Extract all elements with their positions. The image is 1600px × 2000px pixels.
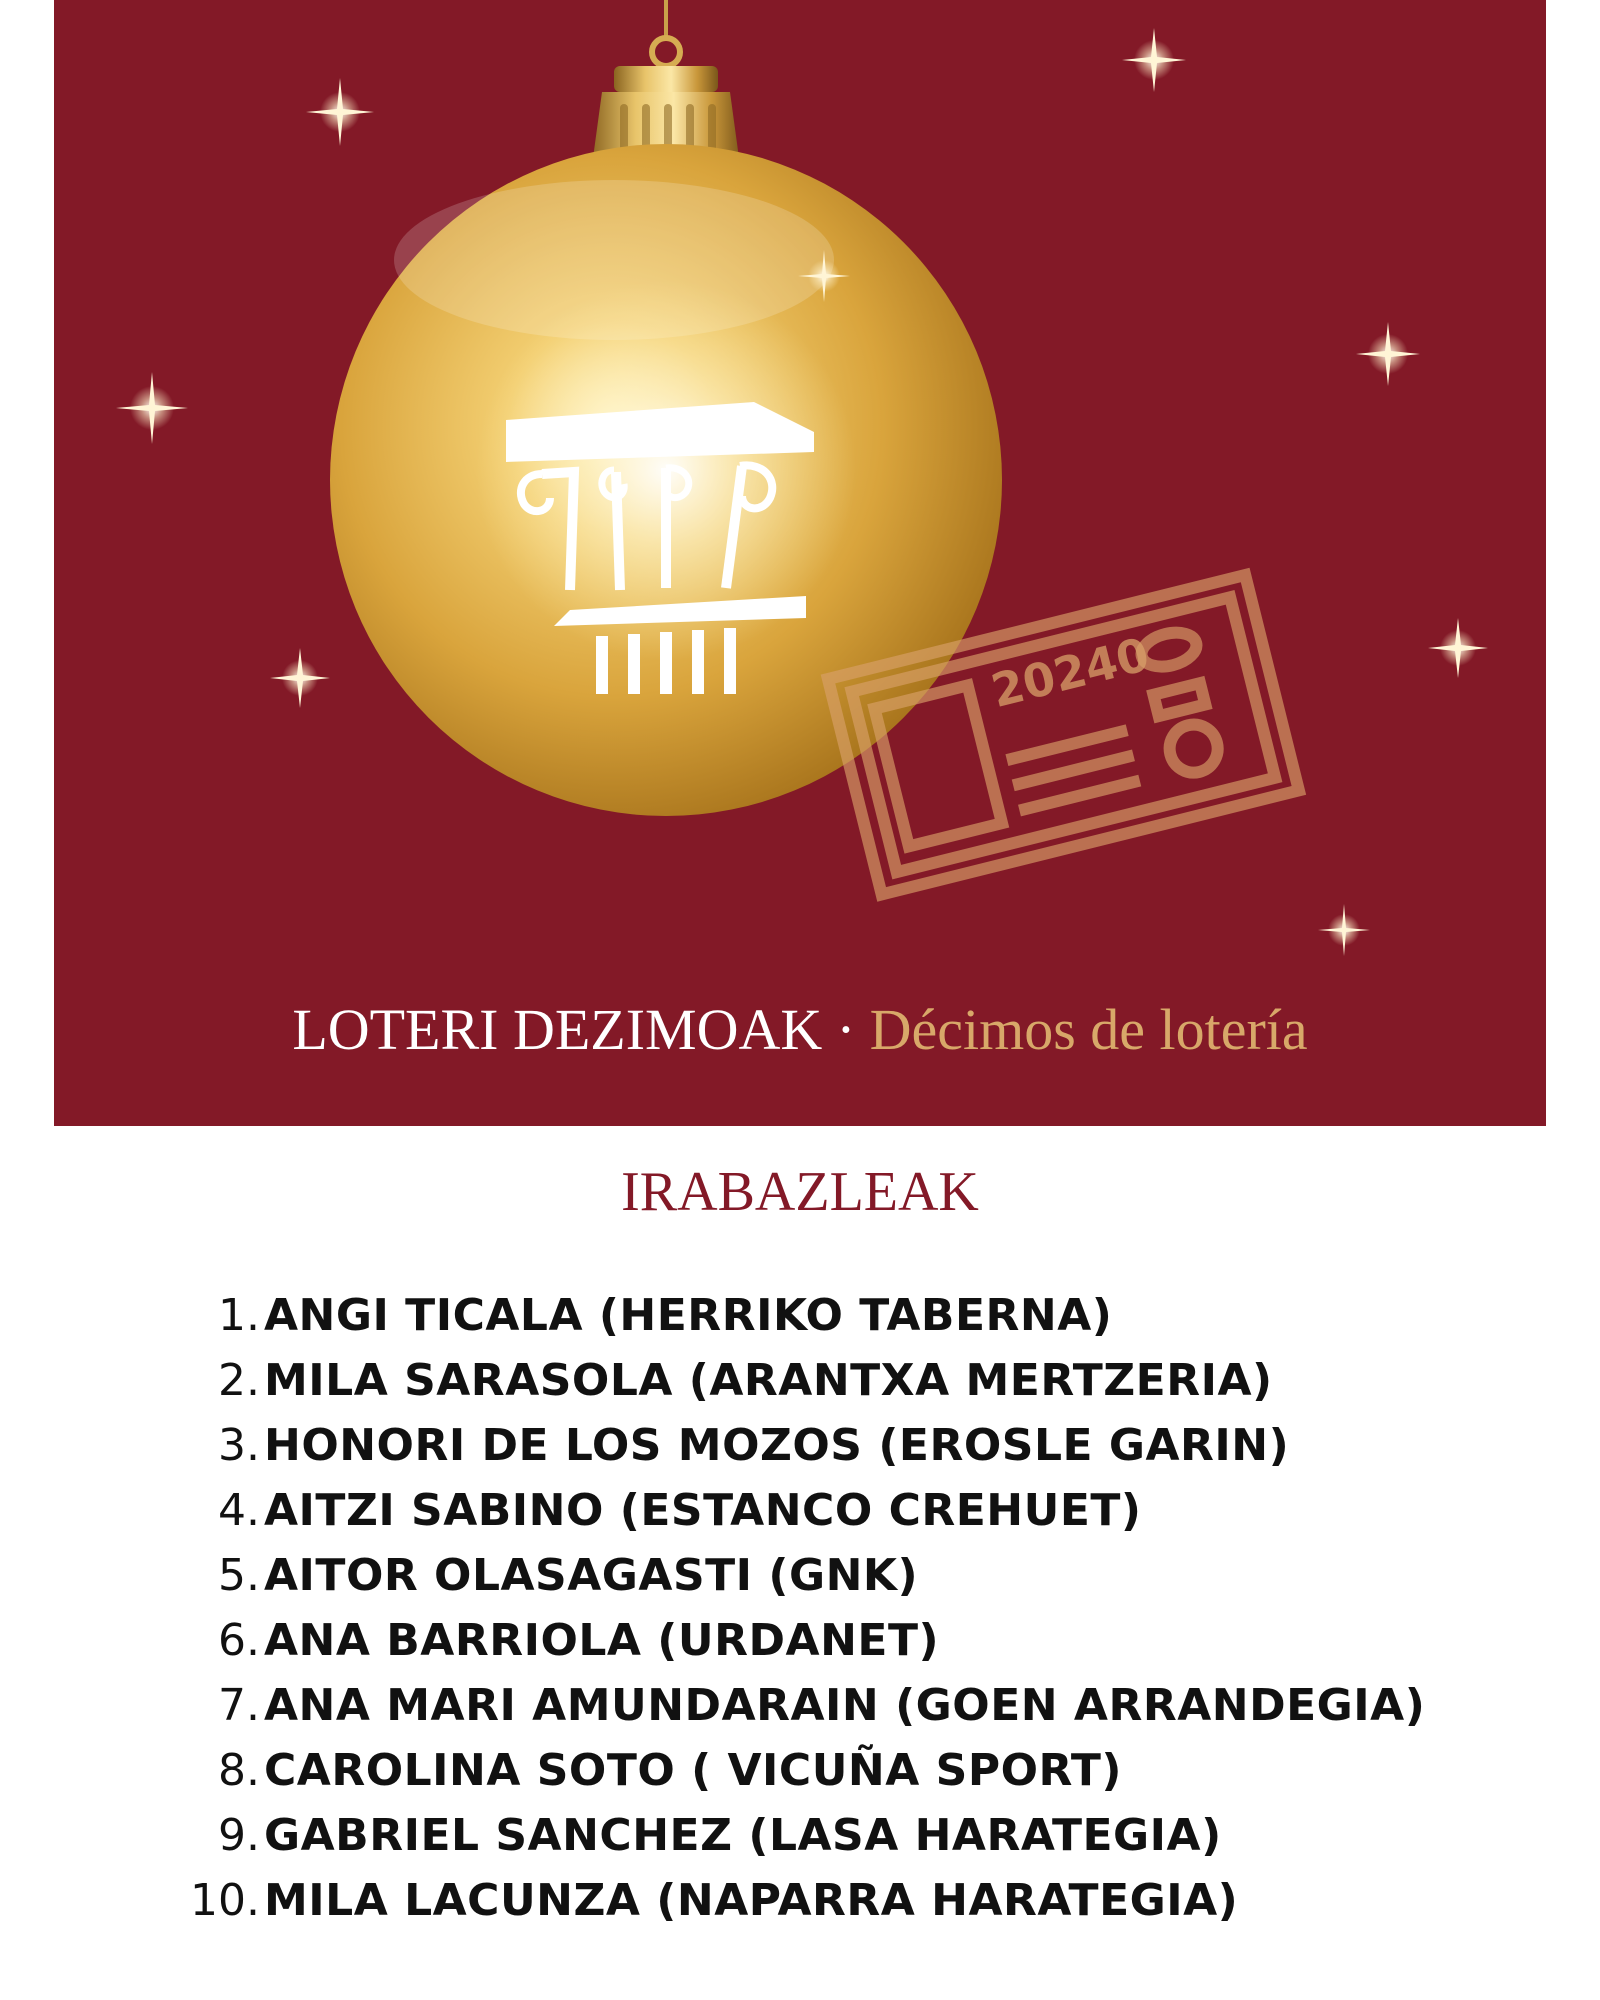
- winner-name: MILA SARASOLA (ARANTXA MERTZERIA): [264, 1355, 1273, 1406]
- winner-number: 3.: [218, 1420, 260, 1471]
- winner-item: [190, 1810, 1425, 1875]
- banner-title: [54, 996, 1546, 1063]
- ticket-number: 20240: [985, 626, 1155, 719]
- hanger-ring: [652, 38, 680, 66]
- winners-heading: IRABAZLEAK: [621, 1161, 979, 1223]
- winner-name: GABRIEL SANCHEZ (LASA HARATEGIA): [264, 1810, 1222, 1861]
- title-basque: LOTERI DEZIMOAK: [292, 997, 823, 1062]
- banner-artwork: [54, 0, 1546, 1126]
- winner-number: 8.: [218, 1745, 260, 1796]
- title-separator: ·: [836, 997, 856, 1062]
- winner-item: [190, 1420, 1425, 1485]
- winner-name: AITOR OLASAGASTI (GNK): [264, 1550, 919, 1601]
- winner-name: ANA MARI AMUNDARAIN (GOEN ARRANDEGIA): [264, 1680, 1426, 1731]
- winner-name: HONORI DE LOS MOZOS (EROSLE GARIN): [264, 1420, 1290, 1471]
- winner-number: 6.: [218, 1615, 260, 1666]
- winner-number: 2.: [218, 1355, 260, 1406]
- winner-item: [190, 1550, 1425, 1615]
- banner: [54, 0, 1546, 1126]
- winner-number: 10.: [190, 1875, 260, 1926]
- winner-number: 7.: [218, 1680, 260, 1731]
- winner-number: 4.: [218, 1485, 260, 1536]
- winner-item: [190, 1875, 1425, 1940]
- winner-item: [190, 1615, 1425, 1680]
- winner-number: 9.: [218, 1810, 260, 1861]
- winner-number: 1.: [218, 1290, 260, 1341]
- winner-name: MILA LACUNZA (NAPARRA HARATEGIA): [264, 1875, 1239, 1926]
- winner-item: [190, 1290, 1425, 1355]
- winner-name: ANA BARRIOLA (URDANET): [264, 1615, 940, 1666]
- winner-item: [190, 1680, 1425, 1745]
- winner-item: [190, 1355, 1425, 1420]
- winner-name: AITZI SABINO (ESTANCO CREHUET): [264, 1485, 1142, 1536]
- winner-item: [190, 1745, 1425, 1810]
- winner-item: [190, 1485, 1425, 1550]
- winner-number: 5.: [218, 1550, 260, 1601]
- winner-name: CAROLINA SOTO ( VICUÑA SPORT): [264, 1745, 1122, 1796]
- title-spanish: Décimos de lotería: [869, 997, 1308, 1062]
- winner-name: ANGI TICALA (HERRIKO TABERNA): [264, 1290, 1113, 1341]
- winners-list: [190, 1290, 1425, 1940]
